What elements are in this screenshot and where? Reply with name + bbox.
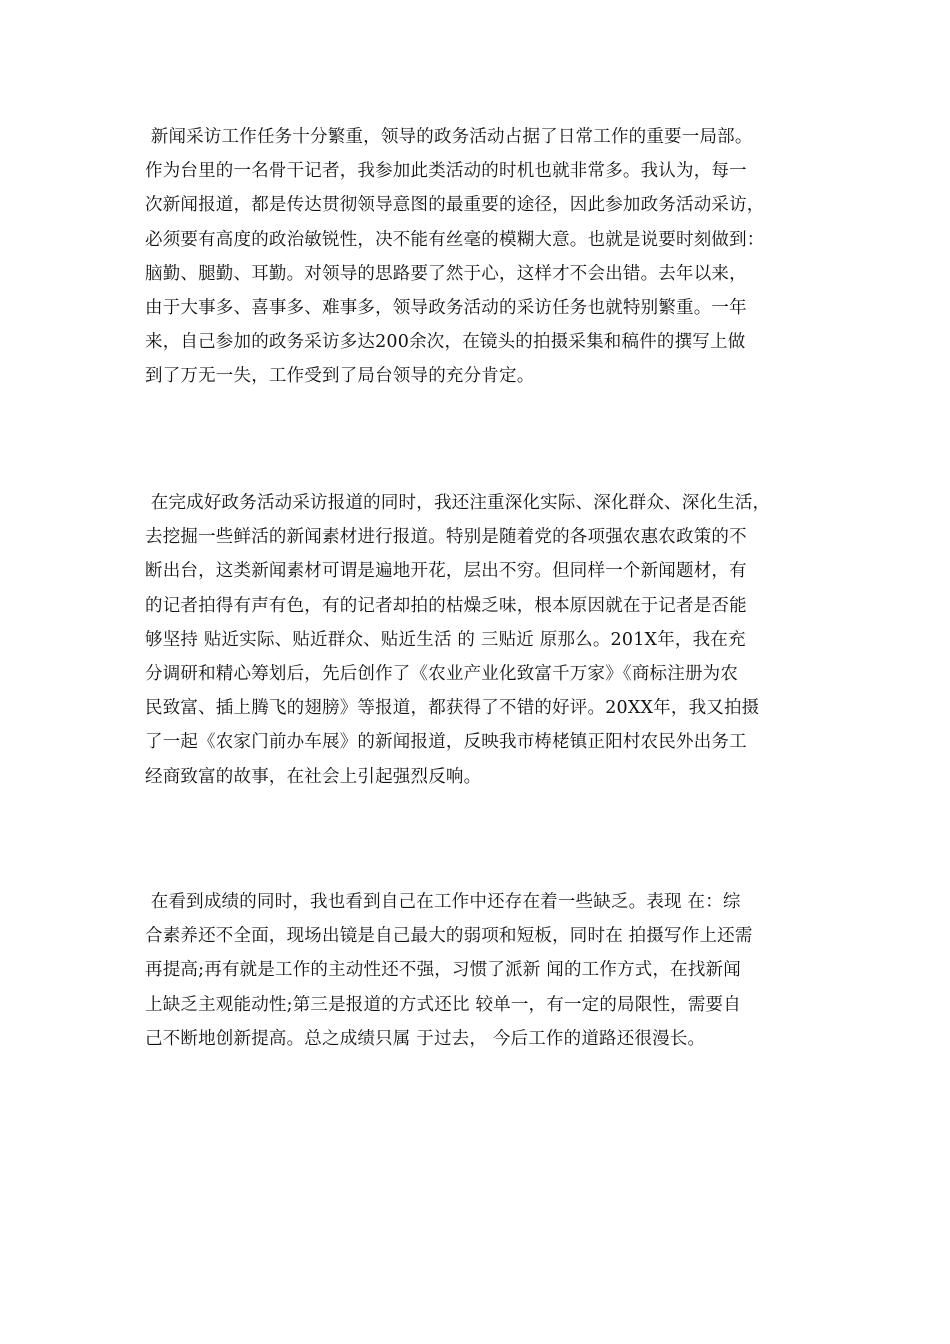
text-line: 必须要有高度的政治敏锐性，决不能有丝毫的模糊大意。也就是说要时刻做到：: [145, 229, 765, 250]
text-line: 次新闻报道，都是传达贯彻领导意图的最重要的途径，因此参加政务活动采访，: [145, 195, 765, 216]
paragraph-political-reporting: [145, 120, 825, 394]
text-line: 到了万无一失，工作受到了局台领导的充分肯定。: [145, 366, 535, 387]
text-line: 够坚持 贴近实际、贴近群众、贴近生活 的 三贴近 原那么。201X年，我在充: [145, 629, 746, 650]
text-line: 来，自己参加的政务采访多达200余次，在镜头的拍摄采集和稿件的撰写上做: [145, 332, 746, 353]
text-line: 经商致富的故事，在社会上引起强烈反响。: [145, 766, 482, 787]
text-line: 新闻采访工作任务十分繁重，领导的政务活动占据了日常工作的重要一局部。: [145, 127, 753, 147]
text-line: 由于大事多、喜事多、难事多，领导政务活动的采访任务也就特别繁重。一年: [145, 297, 747, 318]
text-line: 去挖掘一些鲜活的新闻素材进行报道。特别是随着党的各项强农惠农政策的不: [145, 527, 747, 548]
text-line: 合素养还不全面，现场出镜是自己最大的弱项和短板，同时在 拍摄写作上还需: [145, 926, 753, 947]
paragraph-news-material: [145, 486, 825, 794]
text-line: 再提高;再有就是工作的主动性还不强，习惯了派新 闻的工作方式，在找新闻: [145, 960, 741, 981]
text-line: 断出台，这类新闻素材可谓是遍地开花，层出不穷。但同样一个新闻题材，有: [145, 561, 747, 582]
paragraph-shortcomings: [145, 885, 825, 1056]
text-line: 的记者拍得有声有色，有的记者却拍的枯燥乏味，根本原因就在于记者是否能: [145, 595, 747, 616]
text-line: 上缺乏主观能动性;第三是报道的方式还比 较单一，有一定的局限性，需要自: [145, 994, 741, 1015]
text-line: 在看到成绩的同时，我也看到自己在工作中还存在着一些缺乏。表现 在：综: [145, 892, 741, 912]
text-line: 民致富、插上腾飞的翅膀》等报道，都获得了不错的好评。20XX年，我又拍摄: [145, 698, 760, 719]
text-line: 脑勤、腿勤、耳勤。对领导的思路要了然于心，这样才不会出错。去年以来，: [145, 263, 747, 284]
text-line: 己不断地创新提高。总之成绩只属 于过去， 今后工作的道路还很漫长。: [145, 1028, 706, 1049]
text-line: 作为台里的一名骨干记者，我参加此类活动的时机也就非常多。我认为，每一: [145, 161, 747, 182]
text-line: 在完成好政务活动采访报道的同时，我还注重深化实际、深化群众、深化生活，: [145, 493, 771, 513]
text-line: 分调研和精心筹划后，先后创作了《农业产业化致富千万家》《商标注册为农: [145, 663, 739, 684]
text-line: 了一起《农家门前办车展》的新闻报道，反映我市梼栳镇正阳村农民外出务工: [145, 732, 747, 753]
